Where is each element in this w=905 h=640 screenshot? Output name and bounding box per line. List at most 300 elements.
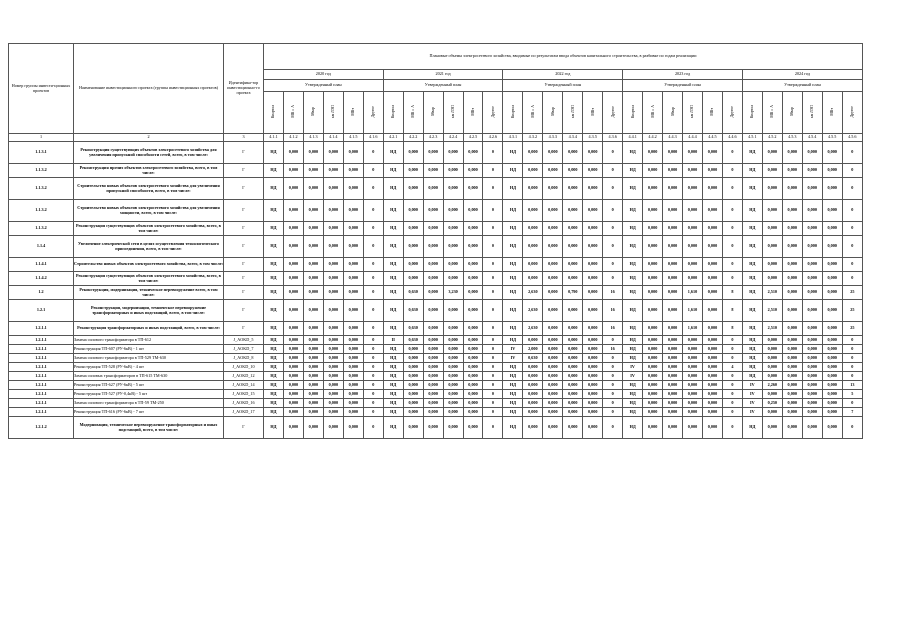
row-value: 0 [363,300,383,322]
row-value: 0,000 [403,408,423,417]
row-value: 0 [842,272,862,286]
row-value: 0,000 [683,408,703,417]
row-value: 0,000 [702,286,722,300]
header-subcol: Другое [842,92,862,134]
row-value: 0,000 [583,178,603,200]
row-value: 0,000 [343,345,363,354]
row-value: НД [503,372,523,381]
row-value: 0,000 [802,336,822,345]
row-value: 0,000 [303,408,323,417]
row-value: 0,000 [283,164,303,178]
row-value: 0,000 [283,142,303,164]
row-value: 0 [363,390,383,399]
table-row [9,408,863,417]
row-value: 0,000 [782,200,802,222]
row-value: 0,000 [343,372,363,381]
row-value: 0,000 [303,354,323,363]
row-value: 0,000 [762,164,782,178]
row-value: НД [623,178,643,200]
row-value: НД [264,354,284,363]
row-value: 0,000 [443,390,463,399]
row-value: НД [742,222,762,236]
row-value: 0 [722,336,742,345]
row-value: 0,000 [643,372,663,381]
row-value: 0,000 [782,272,802,286]
row-value: НД [742,236,762,258]
row-value: 0,000 [583,381,603,390]
row-value: 0,000 [343,363,363,372]
row-value: 0,000 [563,322,583,336]
row-value: 0,000 [443,408,463,417]
row-value: 0,000 [822,222,842,236]
row-value: 0,000 [583,200,603,222]
row-value: 0,000 [802,417,822,439]
row-value: 0,000 [643,354,663,363]
row-value: 0,000 [782,164,802,178]
header-subcol: Квартал [264,92,284,134]
row-value: 0,000 [683,354,703,363]
row-value: 7 [842,408,862,417]
row-value: 0 [483,200,503,222]
row-value: 0,000 [403,354,423,363]
row-description: Строительство новых объектов электросетевого хозяйства для увеличения мощности, всего, в том числе: [74,200,224,222]
row-value: 0 [363,354,383,363]
row-value: 0,000 [683,236,703,258]
row-value: 0 [603,408,623,417]
row-value: 0,000 [762,258,782,272]
row-value: 0,000 [683,372,703,381]
row-value: НД [503,417,523,439]
row-value: 0,000 [663,354,683,363]
row-value: НД [742,200,762,222]
row-value: 0 [483,258,503,272]
row-value: 0 [363,372,383,381]
row-value: 0 [603,336,623,345]
row-value: 0,000 [323,272,343,286]
row-value: 0,000 [802,399,822,408]
table-row [9,363,863,372]
row-value: 16 [603,345,623,354]
row-value: 0,000 [323,336,343,345]
row-value: 0,000 [343,272,363,286]
column-number: 4.2.3 [423,134,443,142]
row-identifier: J_AOKD_8 [224,354,264,363]
header-plan: Утвержденный план [503,80,623,92]
row-value: 2,630 [523,300,543,322]
row-value: НД [503,336,523,345]
row-value: НД [264,178,284,200]
row-value: 0,000 [463,399,483,408]
row-value: 0,000 [643,300,663,322]
row-value: 8 [722,322,742,336]
row-value: 0,000 [463,372,483,381]
header-subcol: МВт [463,92,483,134]
header-subcol: Другое [483,92,503,134]
row-number: 1.1.3.1 [9,142,74,164]
column-number: 4.3.6 [603,134,623,142]
row-value: 0,000 [802,381,822,390]
row-value: 0,000 [303,336,323,345]
row-value: 0,000 [303,300,323,322]
row-value: 0,000 [683,178,703,200]
row-value: 0,000 [303,200,323,222]
row-value: 0,250 [762,399,782,408]
row-value: 1,610 [683,300,703,322]
row-value: 0,000 [543,408,563,417]
row-value: 0,000 [283,200,303,222]
row-value: 0,000 [283,272,303,286]
row-value: 0,000 [403,345,423,354]
row-value: 0,000 [802,200,822,222]
row-value: 0,000 [563,408,583,417]
row-value: 0 [603,258,623,272]
row-value: 0 [842,164,862,178]
row-value: НД [503,322,523,336]
row-number: 1.2 [9,286,74,300]
row-value: НД [383,381,403,390]
row-value: 0,000 [283,236,303,258]
row-value: НД [264,236,284,258]
column-number: 4.2.4 [443,134,463,142]
row-value: 0,000 [423,178,443,200]
row-value: 0,000 [822,390,842,399]
row-number: 1.2.1.1 [9,390,74,399]
row-value: 0,000 [583,142,603,164]
column-number: 4.4.2 [643,134,663,142]
row-value: 0 [842,142,862,164]
row-value: 0,000 [663,300,683,322]
row-value: 0,000 [283,345,303,354]
row-value: 0 [603,178,623,200]
row-value: 0,000 [283,363,303,372]
row-value: 0,000 [782,354,802,363]
row-value: НД [383,363,403,372]
row-value: 0,000 [323,286,343,300]
row-value: 0,000 [663,399,683,408]
row-value: 0,000 [822,372,842,381]
row-value: НД [264,417,284,439]
row-value: 0,000 [762,363,782,372]
row-value: 0,000 [663,142,683,164]
row-value: 0,000 [403,417,423,439]
row-value: 0,000 [683,345,703,354]
row-value: 0,000 [423,142,443,164]
row-value: 0,000 [403,381,423,390]
row-value: 0,000 [543,200,563,222]
row-identifier: J_AOKD_15 [224,390,264,399]
row-identifier: Г [224,417,264,439]
row-value: НД [264,390,284,399]
row-value: 0 [603,399,623,408]
row-value: НД [503,258,523,272]
row-value: 0,000 [403,142,423,164]
row-value: 0,000 [443,345,463,354]
header-subcol: Квартал [623,92,643,134]
row-value: НД [264,200,284,222]
row-value: 0,000 [303,236,323,258]
row-value: 0,000 [543,236,563,258]
row-value: НД [623,142,643,164]
row-value: НД [742,286,762,300]
row-value: НД [264,222,284,236]
row-value: 0,000 [523,372,543,381]
row-value: 0,000 [423,322,443,336]
header-subcol: МВт [702,92,722,134]
row-value: 0 [603,390,623,399]
row-value: 0,000 [543,272,563,286]
row-value: 0 [363,381,383,390]
row-description: Реконструкция ТП-528 (РУ-6кВ) - 4 шт [74,363,224,372]
row-value: 0,000 [523,200,543,222]
row-value: НД [503,286,523,300]
row-value: 0,000 [782,300,802,322]
row-value: НД [503,200,523,222]
row-value: НД [623,408,643,417]
row-value: НД [742,363,762,372]
row-value: 0,000 [423,236,443,258]
row-value: НД [383,286,403,300]
row-value: 0,000 [463,142,483,164]
row-value: 0,000 [303,286,323,300]
row-value: НД [264,272,284,286]
row-value: 0,000 [822,300,842,322]
row-value: 0 [722,178,742,200]
row-value: НД [264,372,284,381]
row-value: 0 [363,363,383,372]
row-value: 0 [603,417,623,439]
row-value: 0,000 [423,200,443,222]
row-value: 0,000 [343,286,363,300]
row-value: 0,000 [463,345,483,354]
table-row [9,300,863,322]
row-value: 16 [603,322,623,336]
row-value: 0,000 [303,258,323,272]
row-identifier: J_AOKD_10 [224,363,264,372]
row-value: 4 [722,363,742,372]
row-value: НД [503,142,523,164]
column-number: 1 [9,134,74,142]
row-value: 0,000 [702,272,722,286]
row-value: 0 [842,200,862,222]
row-value: 0,000 [643,200,663,222]
row-value: 0,000 [403,222,423,236]
row-value: 0,000 [663,178,683,200]
row-value: 1,610 [683,286,703,300]
row-value: 0 [483,399,503,408]
row-value: 0,000 [343,408,363,417]
row-value: 0,000 [683,200,703,222]
row-number: 1.1.3.2 [9,222,74,236]
row-value: НД [623,417,643,439]
row-value: 0,000 [283,258,303,272]
row-value: 0,000 [782,222,802,236]
row-value: IV [503,354,523,363]
row-value: 0,000 [702,322,722,336]
row-value: 0 [722,258,742,272]
table-row [9,222,863,236]
row-value: 0,000 [403,399,423,408]
row-value: 0,000 [802,258,822,272]
header-plan: Утвержденный план [742,80,862,92]
row-value: 0,000 [822,345,842,354]
row-value: IV [742,399,762,408]
row-value: 0,000 [543,390,563,399]
row-value: 0,000 [283,354,303,363]
row-value: 0,000 [643,417,663,439]
row-value: 0,000 [283,322,303,336]
row-value: НД [383,354,403,363]
row-number: 1.1.3.2 [9,164,74,178]
row-value: 0,000 [423,300,443,322]
row-value: 0,000 [403,258,423,272]
row-value: 0 [842,258,862,272]
row-value: 0 [722,164,742,178]
row-value: 0,000 [343,178,363,200]
row-value: 0,000 [702,200,722,222]
row-value: 0,000 [802,372,822,381]
row-value: 0,000 [762,178,782,200]
row-value: 0,000 [782,345,802,354]
row-value: 0,000 [822,164,842,178]
row-value: 0,000 [443,336,463,345]
row-number: 1.2.1.1 [9,345,74,354]
row-number: 1.2.1.1 [9,399,74,408]
row-value: 0,000 [303,222,323,236]
row-number: 1.1.4.2 [9,272,74,286]
row-description: Реконструкция ТП-616 (РУ-6кВ) - 7 шт [74,408,224,417]
row-value: НД [383,390,403,399]
row-value: 0,000 [323,142,343,164]
row-value: 0,000 [523,236,543,258]
row-value: 0,000 [323,417,343,439]
row-value: 0,000 [683,222,703,236]
row-number: 1.2.1.1 [9,354,74,363]
header-subcol: км ЛЭП [683,92,703,134]
row-value: 0,000 [563,399,583,408]
row-value: 0 [363,222,383,236]
row-value: 0,000 [463,258,483,272]
row-value: 0,000 [683,258,703,272]
row-value: 0,000 [822,408,842,417]
row-value: 0,000 [683,142,703,164]
table-row [9,258,863,272]
row-value: 0 [363,164,383,178]
row-value: НД [623,164,643,178]
row-value: НД [742,300,762,322]
row-value: 0,000 [343,164,363,178]
row-value: НД [503,363,523,372]
row-value: 0 [842,222,862,236]
column-number: 4.4.6 [722,134,742,142]
row-value: 0,000 [583,164,603,178]
row-value: 0,000 [523,178,543,200]
row-value: 0,000 [563,178,583,200]
row-value: 0,000 [643,222,663,236]
row-value: IV [742,390,762,399]
table-row [9,200,863,222]
row-value: 0,000 [583,372,603,381]
row-value: 0,000 [702,354,722,363]
row-value: 0 [722,354,742,363]
column-number: 4.4.3 [663,134,683,142]
row-number: 1.2.1.1 [9,336,74,345]
row-value: 0,000 [323,236,343,258]
row-value: 0,000 [343,222,363,236]
row-value: 0,000 [702,178,722,200]
row-value: 0,000 [283,390,303,399]
row-value: 0,000 [343,354,363,363]
header-subcol: Другое [722,92,742,134]
row-value: 0,000 [802,222,822,236]
row-value: 0,000 [782,178,802,200]
row-value: 0,000 [683,390,703,399]
row-value: 0,000 [762,354,782,363]
row-value: 0,000 [343,399,363,408]
row-value: 0 [722,408,742,417]
row-identifier: Г [224,178,264,200]
row-value: 0 [722,272,742,286]
row-identifier: Г [224,236,264,258]
row-value: 0,000 [543,336,563,345]
row-value: 0,000 [403,272,423,286]
row-value: 0 [363,178,383,200]
header-plan: Утвержденный план [383,80,503,92]
row-value: 0 [722,345,742,354]
row-identifier: Г [224,164,264,178]
row-value: 0,000 [822,258,842,272]
row-value: 0,000 [822,399,842,408]
column-number: 4.5.5 [822,134,842,142]
column-number: 4.4.1 [623,134,643,142]
row-value: 0,000 [762,372,782,381]
row-value: 0,000 [822,178,842,200]
column-number: 4.1.3 [303,134,323,142]
row-value: 0,000 [583,222,603,236]
row-value: 0,000 [643,363,663,372]
row-value: 0,000 [443,300,463,322]
row-value: НД [383,322,403,336]
row-value: 0,000 [563,200,583,222]
row-description: Модернизация, техническое перевооружение трансформаторных и иных подстанций, всего, в том числе: [74,417,224,439]
row-value: 0,000 [643,381,663,390]
row-value: 0 [483,300,503,322]
row-value: 0,000 [543,142,563,164]
row-value: 0,000 [423,381,443,390]
row-value: 0,000 [822,272,842,286]
row-value: 0,000 [543,164,563,178]
row-value: 0,000 [403,372,423,381]
row-value: НД [503,164,523,178]
row-value: 0,000 [583,408,603,417]
row-value: НД [742,258,762,272]
header-subcol: Мвар [663,92,683,134]
row-value: НД [623,345,643,354]
row-value: 0,000 [563,417,583,439]
row-value: 0,000 [822,286,842,300]
row-value: НД [742,336,762,345]
row-value: 0,000 [543,363,563,372]
row-value: 0 [363,345,383,354]
row-value: 0,000 [762,408,782,417]
row-value: 0,000 [702,372,722,381]
row-number: 1.1.3.2 [9,200,74,222]
row-value: 0,000 [762,236,782,258]
table-row [9,286,863,300]
column-number: 4.5.1 [742,134,762,142]
table-row [9,336,863,345]
row-value: 0,000 [463,408,483,417]
row-value: НД [623,336,643,345]
